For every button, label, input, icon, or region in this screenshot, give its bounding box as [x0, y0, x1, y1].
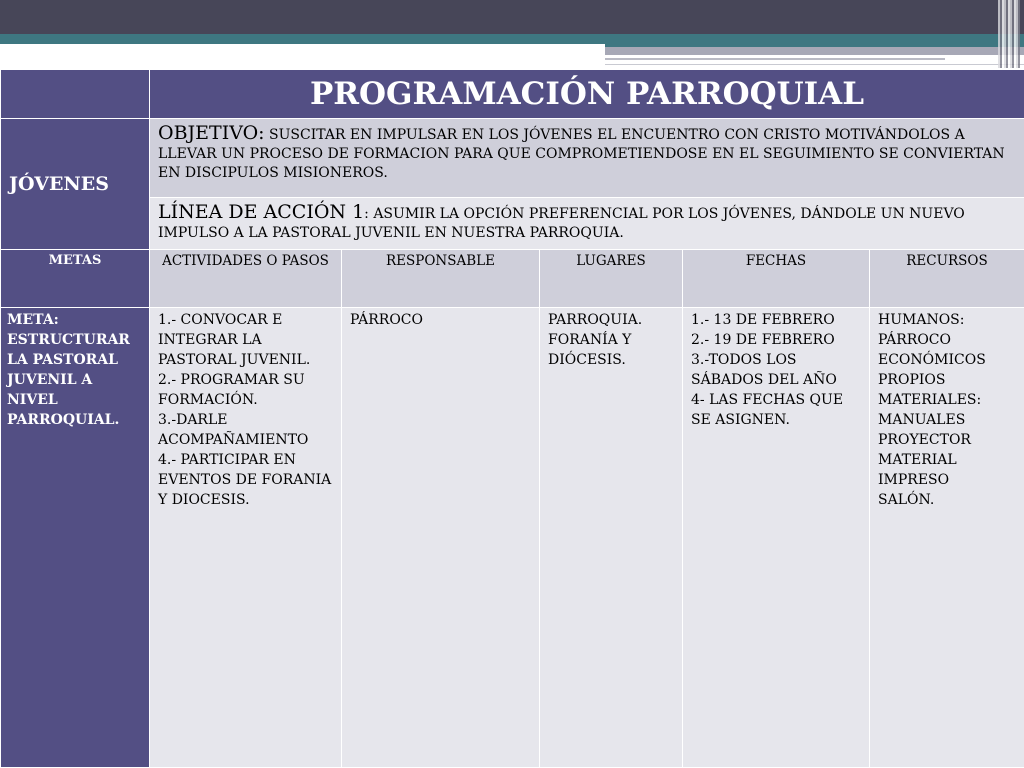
header-recursos: RECURSOS [870, 250, 1024, 308]
page-title: PROGRAMACIÓN PARROQUIAL [150, 70, 1024, 119]
fecha-line: 2.- 19 DE FEBRERO [691, 332, 835, 348]
fechas-cell [683, 308, 870, 768]
actividad-line: 3.-DARLE [158, 412, 228, 428]
actividad-line: INTEGRAR LA [158, 332, 262, 348]
linea-accion-text: : ASUMIR LA OPCIÓN PREFERENCIAL POR LOS JÓVENES, DÁNDOLE UN NUEVO IMPULSO A LA PASTORAL JUVENIL EN NUESTRA PARROQUIA. [158, 206, 965, 241]
meta-line: NIVEL [7, 392, 58, 408]
recurso-line: SALÓN. [878, 492, 935, 508]
meta-line: JUVENIL A [7, 372, 93, 388]
top-band-line [605, 64, 1024, 65]
recurso-line: HUMANOS: [878, 312, 965, 328]
recurso-line: PROYECTOR [878, 432, 971, 448]
programacion-table [0, 69, 1024, 768]
fecha-line: SE ASIGNEN. [691, 412, 790, 428]
actividades-cell [150, 308, 342, 768]
actividad-line: PASTORAL JUVENIL. [158, 352, 311, 368]
lugar-line: DIÓCESIS. [548, 352, 626, 368]
responsable-cell [342, 308, 540, 768]
recurso-line: MANUALES [878, 412, 966, 428]
actividad-line: 1.- CONVOCAR E [158, 312, 283, 328]
linea-accion-cell [150, 198, 1024, 250]
fecha-line: 1.- 13 DE FEBRERO [691, 312, 835, 328]
corner-cell [1, 70, 150, 119]
fecha-line: 3.-TODOS LOS [691, 352, 797, 368]
header-actividades: ACTIVIDADES O PASOS [150, 250, 342, 308]
actividad-line: EVENTOS DE FORANIA [158, 472, 332, 488]
lugar-line: PARROQUIA. [548, 312, 643, 328]
fecha-line: SÁBADOS DEL AÑO [691, 372, 837, 388]
meta-line: LA PASTORAL [7, 352, 119, 368]
header-responsable: RESPONSABLE [342, 250, 540, 308]
actividad-line: 4.- PARTICIPAR EN [158, 452, 296, 468]
actividad-line: 2.- PROGRAMAR SU [158, 372, 305, 388]
decorative-stripes [998, 0, 1020, 68]
header-lugares: LUGARES [540, 250, 683, 308]
meta-line: ESTRUCTURAR [7, 332, 130, 348]
recursos-cell [870, 308, 1024, 768]
recurso-line: PÁRROCO [878, 332, 951, 348]
actividad-line: FORMACIÓN. [158, 392, 258, 408]
top-band-line [605, 58, 945, 60]
responsable-line: PÁRROCO [350, 312, 423, 328]
objetivo-label: OBJETIVO: [158, 122, 265, 144]
top-band-dark [0, 0, 1024, 34]
objetivo-text: SUSCITAR EN IMPULSAR EN LOS JÓVENES EL ENCUENTRO CON CRISTO MOTIVÁNDOLOS A LLEVAR UN PROCESO DE FORMACION PARA QUE COMPROMETIENDOSE EN EL SEGUIMIENTO SE CONVIERTAN EN DISCIPULOS MISIONEROS. [158, 127, 1005, 181]
recurso-line: PROPIOS [878, 372, 946, 388]
actividad-line: ACOMPAÑAMIENTO [158, 432, 309, 448]
fecha-line: 4- LAS FECHAS QUE [691, 392, 844, 408]
linea-accion-label: LÍNEA DE ACCIÓN 1 [158, 201, 365, 223]
recurso-line: IMPRESO [878, 472, 950, 488]
header-metas: METAS [1, 250, 150, 308]
actividad-line: Y DIOCESIS. [158, 492, 250, 508]
top-band-white [0, 44, 605, 68]
recurso-line: MATERIAL [878, 452, 957, 468]
group-label: JÓVENES [1, 119, 150, 250]
recurso-line: ECONÓMICOS [878, 352, 986, 368]
recurso-line: MATERIALES: [878, 392, 982, 408]
meta-line: PARROQUIAL. [7, 412, 120, 428]
meta-line: META: [7, 312, 59, 328]
lugares-cell [540, 308, 683, 768]
objetivo-cell [150, 119, 1024, 198]
header-fechas: FECHAS [683, 250, 870, 308]
meta-cell [1, 308, 150, 768]
lugar-line: FORANÍA Y [548, 332, 632, 348]
